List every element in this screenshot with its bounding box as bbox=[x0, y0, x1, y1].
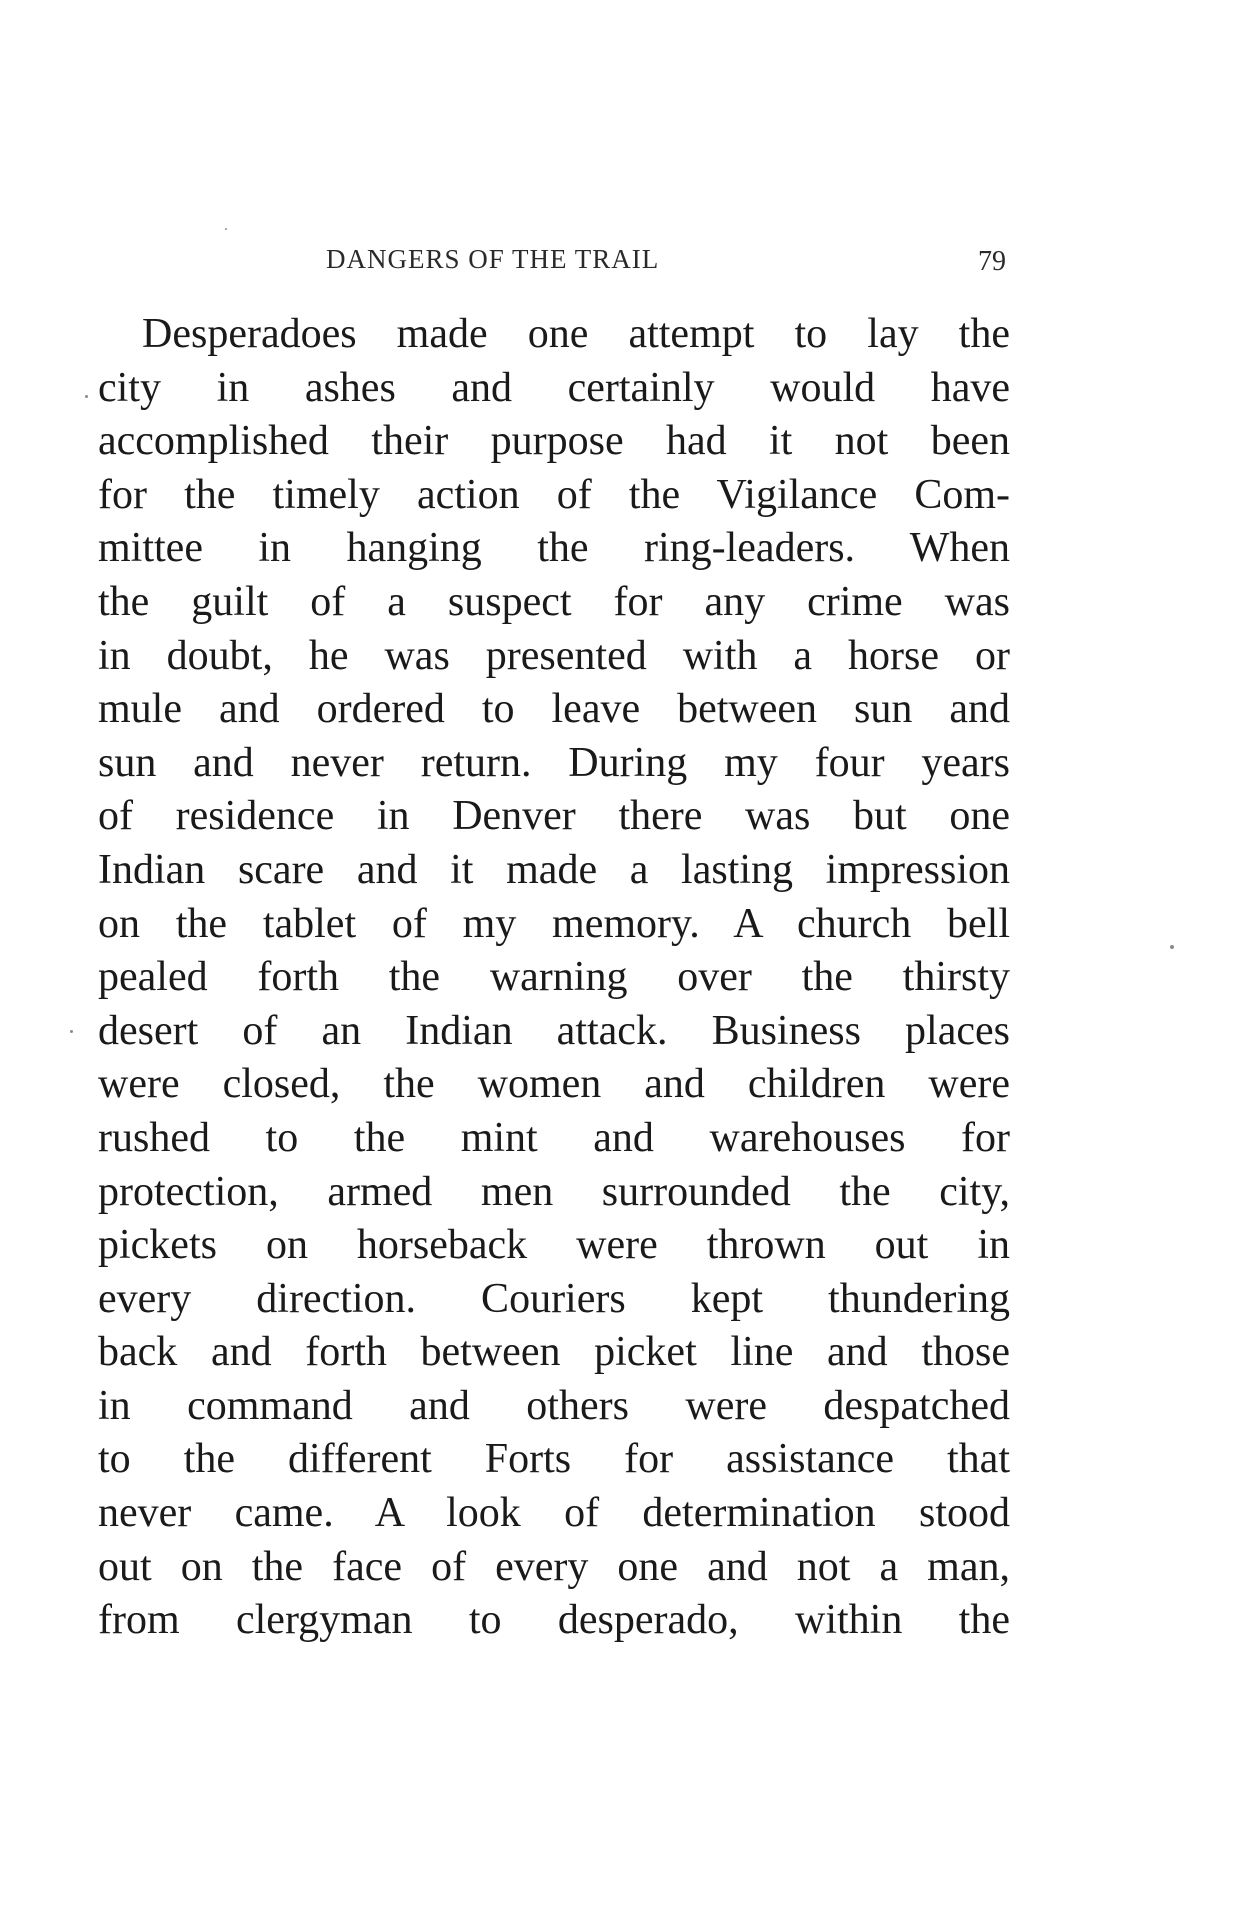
text-line: of residence in Denver there was but one bbox=[98, 793, 1010, 840]
text-line: accomplished their purpose had it not been bbox=[98, 418, 1010, 465]
text-line: on the tablet of my memory. A church bell bbox=[98, 900, 1010, 947]
scan-speck bbox=[225, 228, 227, 230]
text-line: city in ashes and certainly would have bbox=[98, 364, 1010, 411]
text-line: in command and others were despatched bbox=[98, 1382, 1010, 1429]
page-number: 79 bbox=[978, 246, 1006, 277]
text-line: the guilt of a suspect for any crime was bbox=[98, 578, 1010, 625]
scan-speck bbox=[70, 1030, 73, 1033]
scan-speck bbox=[85, 395, 88, 398]
text-line: mittee in hanging the ring-leaders. When bbox=[98, 525, 1010, 572]
text-line: every direction. Couriers kept thundering bbox=[98, 1275, 1010, 1322]
text-line: rushed to the mint and warehouses for bbox=[98, 1114, 1010, 1161]
body-paragraph bbox=[98, 308, 1010, 1648]
text-line: for the timely action of the Vigilance Com- bbox=[98, 471, 1010, 518]
text-line: out on the face of every one and not a man, bbox=[98, 1543, 1010, 1590]
running-title: DANGERS OF THE TRAIL bbox=[326, 244, 660, 274]
text-line: mule and ordered to leave between sun and bbox=[98, 686, 1010, 733]
text-line: Indian scare and it made a lasting impression bbox=[98, 846, 1010, 893]
scan-speck bbox=[1170, 945, 1174, 949]
text-line: protection, armed men surrounded the city, bbox=[98, 1168, 1010, 1215]
text-line: were closed, the women and children were bbox=[98, 1061, 1010, 1108]
text-line: from clergyman to desperado, within the bbox=[98, 1597, 1010, 1644]
text-line: sun and never return. During my four years bbox=[98, 739, 1010, 786]
text-line: desert of an Indian attack. Business places bbox=[98, 1007, 1010, 1054]
text-line: back and forth between picket line and those bbox=[98, 1329, 1010, 1376]
text-line: never came. A look of determination stood bbox=[98, 1490, 1010, 1537]
running-header bbox=[98, 240, 1010, 284]
text-line: Desperadoes made one attempt to lay the bbox=[142, 311, 1010, 357]
text-line: pealed forth the warning over the thirsty bbox=[98, 954, 1010, 1001]
text-line: pickets on horseback were thrown out in bbox=[98, 1222, 1010, 1269]
text-line: to the different Forts for assistance that bbox=[98, 1436, 1010, 1483]
text-line: in doubt, he was presented with a horse or bbox=[98, 632, 1010, 679]
